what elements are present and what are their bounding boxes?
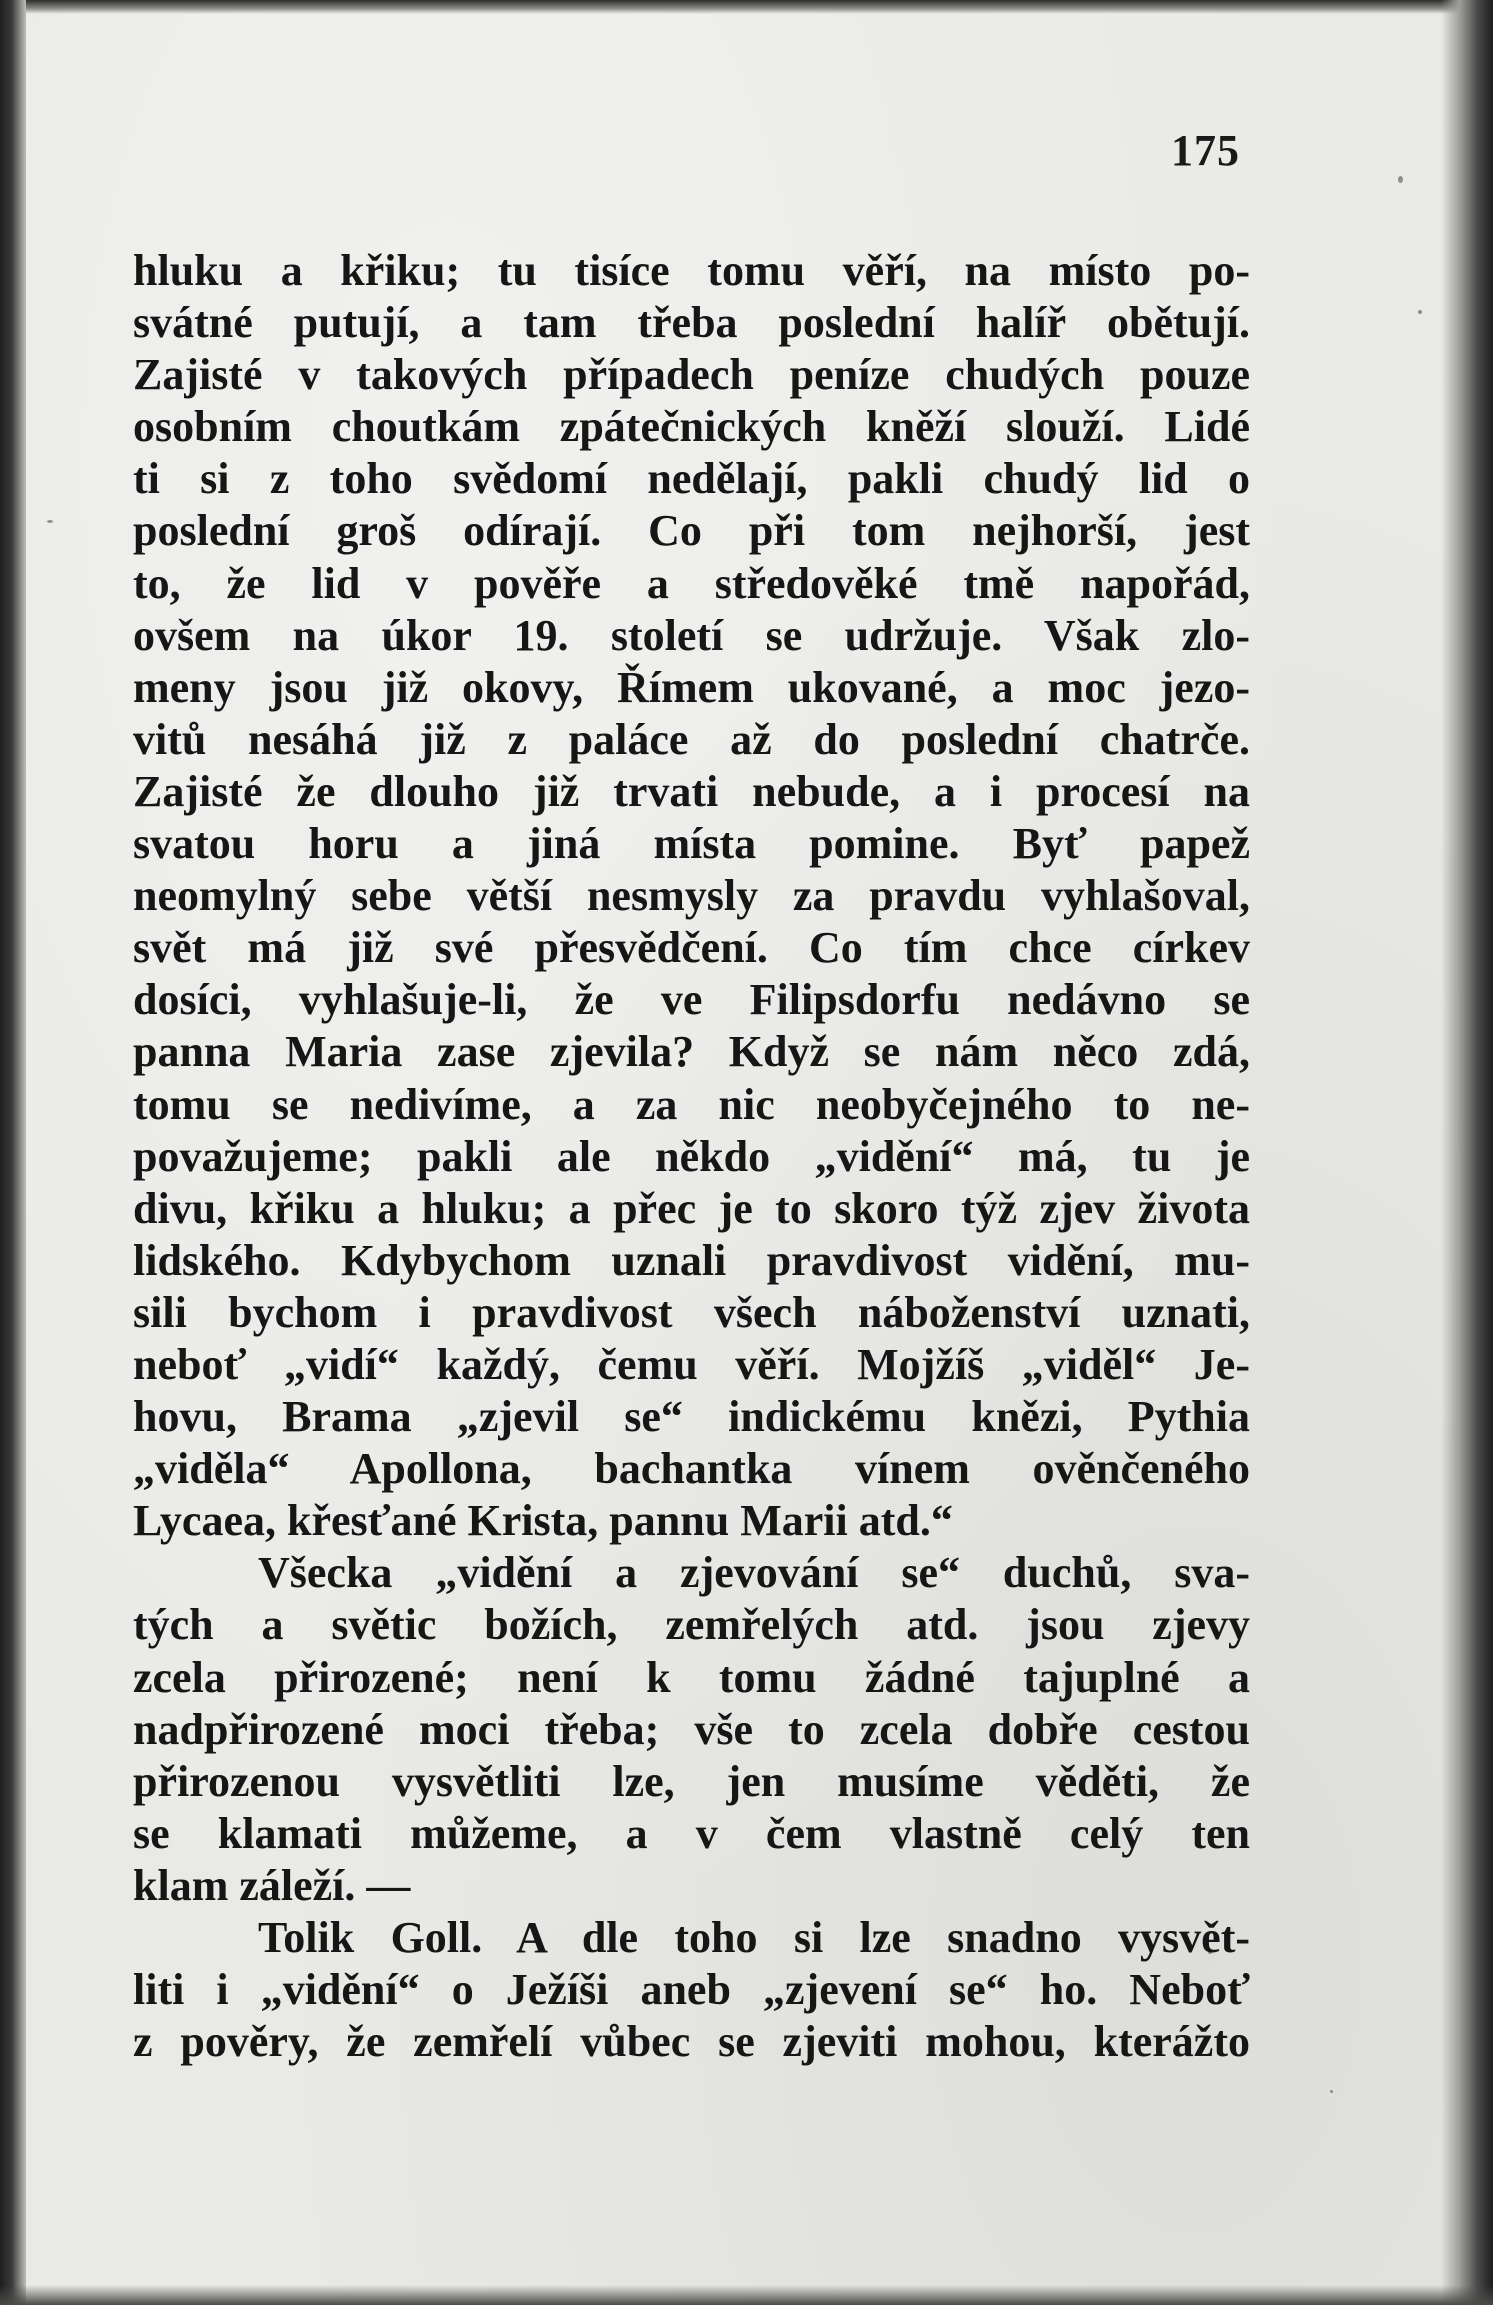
paper-speck <box>1418 310 1422 314</box>
paper-speck <box>1330 2090 1333 2093</box>
text-line: Všecka „vidění a zjevování se“ duchů, sva- <box>258 1548 1250 1598</box>
text-line: ovšem na úkor 19. století se udržuje. Však zlo- <box>133 610 1250 660</box>
page-number: 175 <box>1171 126 1240 175</box>
text-line: to, že lid v pověře a středověké tmě napořád, <box>133 558 1250 608</box>
page-edge-bottom <box>0 2285 1493 2305</box>
text-line: tomu se nedivíme, a za nic neobyčejného to ne- <box>133 1079 1250 1129</box>
paper-speck <box>1398 176 1403 183</box>
text-line: sili bychom i pravdivost všech náboženství uznati, <box>133 1287 1250 1337</box>
text-line: neboť „vidí“ každý, čemu věří. Mojžíš „viděl“ Je- <box>133 1339 1250 1389</box>
paper-speck <box>47 520 53 523</box>
text-line: tých a světic božích, zemřelých atd. jsou zjevy <box>133 1600 1250 1650</box>
text-line: dosíci, vyhlašuje-li, že ve Filipsdorfu nedávno se <box>133 975 1250 1025</box>
text-line: nadpřirozené moci třeba; vše to zcela dobře cestou <box>133 1704 1250 1754</box>
text-line: meny jsou již okovy, Římem ukované, a moc jezo- <box>133 662 1250 712</box>
text-line: vitů nesáhá již z paláce až do poslední chatrče. <box>133 714 1250 764</box>
text-line: považujeme; pakli ale někdo „vidění“ má, tu je <box>133 1131 1250 1181</box>
text-line: Zajisté že dlouho již trvati nebude, a i procesí na <box>133 766 1250 816</box>
text-line: svátné putují, a tam třeba poslední halíř obětují. <box>133 298 1250 348</box>
page-edge-right <box>1441 0 1493 2305</box>
body-text <box>133 245 1250 2068</box>
text-line: klam záleží. — <box>133 1860 411 1910</box>
text-line: divu, křiku a hluku; a přec je to skoro týž zjev života <box>133 1183 1250 1233</box>
page-edge-left <box>0 0 26 2305</box>
text-line: svatou horu a jiná místa pomine. Byť papež <box>133 819 1250 869</box>
text-line: Tolik Goll. A dle toho si lze snadno vysvět- <box>258 1913 1250 1962</box>
text-line: poslední groš odírají. Co při tom nejhorší, jest <box>133 506 1250 556</box>
page-edge-top <box>0 0 1493 14</box>
text-line: osobním choutkám zpátečnických kněží slouží. Lidé <box>133 402 1250 452</box>
text-line: z pověry, že zemřelí vůbec se zjeviti mohou, kterážto <box>133 2017 1250 2067</box>
text-line: hovu, Brama „zjevil se“ indickému knězi, Pythia <box>133 1392 1250 1442</box>
text-line: Lycaea, křesťané Krista, pannu Marii atd.“ <box>133 1496 953 1546</box>
text-line: hluku a křiku; tu tisíce tomu věří, na místo po- <box>133 246 1250 295</box>
text-line: liti i „vidění“ o Ježíši aneb „zjevení se“ ho. Neboť <box>133 1965 1250 2015</box>
text-line: lidského. Kdybychom uznali pravdivost vidění, mu- <box>133 1235 1250 1285</box>
text-line: zcela přirozené; není k tomu žádné tajuplné a <box>133 1652 1250 1702</box>
text-line: přirozenou vysvětliti lze, jen musíme věděti, že <box>133 1756 1250 1806</box>
text-line: panna Maria zase zjevila? Když se nám něco zdá, <box>133 1027 1250 1077</box>
text-line: neomylný sebe větší nesmysly za pravdu vyhlašoval, <box>133 871 1250 921</box>
text-line: Zajisté v takových případech peníze chudých pouze <box>133 350 1250 400</box>
text-line: ti si z toho svědomí nedělají, pakli chudý lid o <box>133 454 1250 504</box>
text-line: svět má již své přesvědčení. Co tím chce církev <box>133 923 1250 973</box>
text-line: „viděla“ Apollona, bachantka vínem ověnčeného <box>133 1444 1250 1494</box>
text-line: se klamati můžeme, a v čem vlastně celý ten <box>133 1808 1250 1858</box>
